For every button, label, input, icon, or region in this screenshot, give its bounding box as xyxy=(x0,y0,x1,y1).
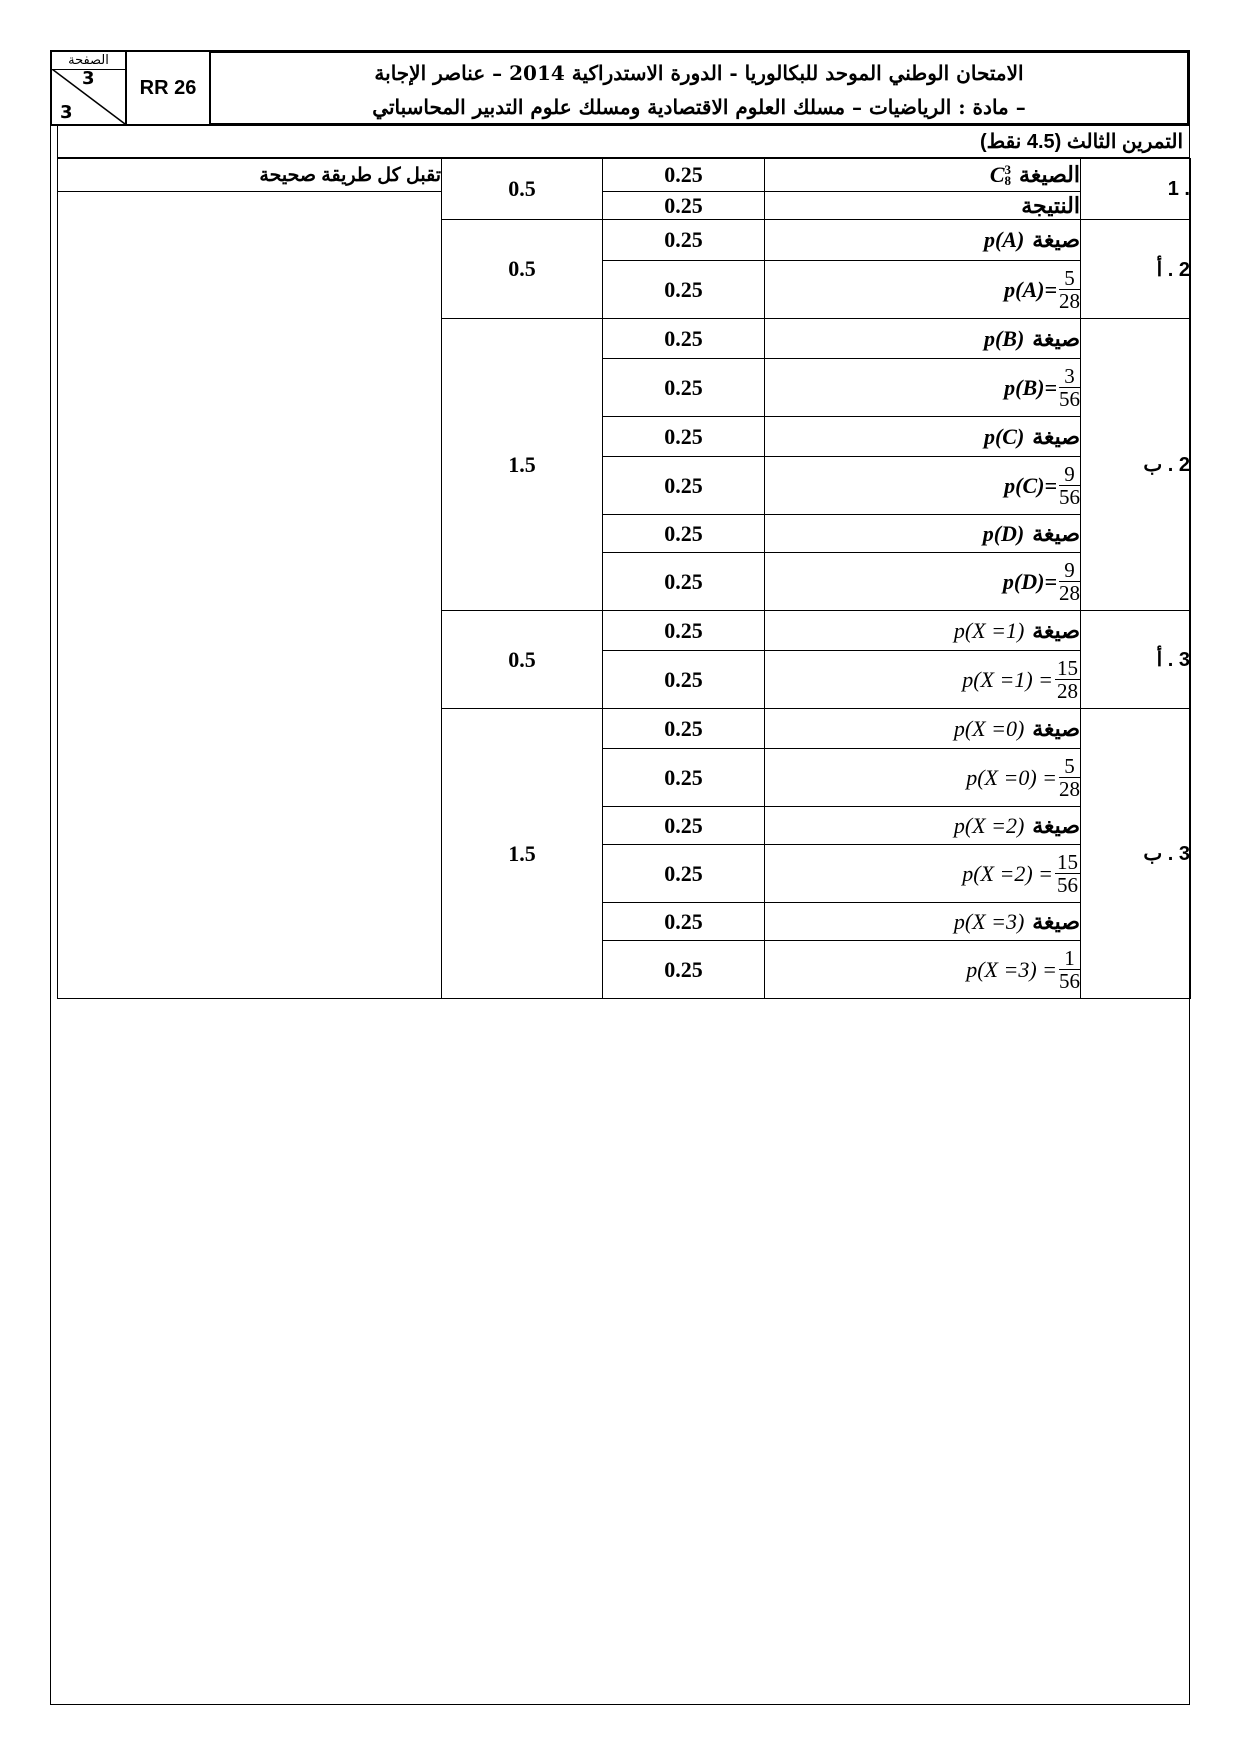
fraction-denominator: 28 xyxy=(1059,289,1080,313)
fraction-numerator: 15 xyxy=(1057,850,1078,874)
item-points: 0.25 xyxy=(603,941,765,999)
item-formula: p(D)= xyxy=(1002,568,1057,594)
grading-item xyxy=(765,611,1081,651)
item-label: صيغة xyxy=(1032,227,1080,252)
title-line-2: – مادة : الرياضيات – مسلك العلوم الاقتصادية ومسلك علوم التدبير المحاسباتي xyxy=(372,95,1026,119)
fraction-numerator: 15 xyxy=(1057,656,1078,680)
item-formula: p(D) xyxy=(982,520,1025,546)
item-points: 0.25 xyxy=(603,807,765,845)
item-points: 0.25 xyxy=(603,515,765,553)
fraction-denominator: 56 xyxy=(1059,387,1080,411)
fraction-denominator: 28 xyxy=(1057,679,1078,703)
fraction-denominator: 56 xyxy=(1059,969,1080,993)
grading-item xyxy=(765,651,1081,709)
item-formula: p(A)= xyxy=(1004,276,1057,302)
fraction xyxy=(1055,851,1080,896)
total-points: 0.5 xyxy=(442,611,603,709)
item-formula: p(X =3) xyxy=(953,908,1025,934)
total-points: 0.5 xyxy=(442,159,603,220)
fraction xyxy=(1055,657,1080,702)
exam-code: RR 26 xyxy=(127,50,211,126)
grading-item xyxy=(765,417,1081,457)
note-cell: تقبل كل طريقة صحيحة xyxy=(58,159,442,192)
page-number-box xyxy=(50,50,127,126)
item-label: صيغة xyxy=(1032,423,1080,449)
total-points: 1.5 xyxy=(442,319,603,611)
fraction xyxy=(1059,463,1080,508)
grading-item xyxy=(765,359,1081,417)
fraction xyxy=(1059,559,1080,604)
fraction-numerator: 1 xyxy=(1059,947,1080,970)
item-points: 0.25 xyxy=(603,709,765,749)
fraction-denominator: 28 xyxy=(1059,581,1080,605)
grading-table xyxy=(57,158,1191,999)
question-number: 2 . ب xyxy=(1081,319,1191,611)
fraction-denominator: 28 xyxy=(1059,777,1080,801)
item-points: 0.25 xyxy=(603,845,765,903)
item-formula: p(B) xyxy=(983,325,1025,351)
fraction-denominator: 56 xyxy=(1057,873,1078,897)
question-number: 3 . ب xyxy=(1081,709,1191,999)
page-current: 3 xyxy=(82,68,95,89)
item-points: 0.25 xyxy=(603,359,765,417)
grading-item xyxy=(765,220,1081,261)
item-formula: p(A) xyxy=(983,227,1025,252)
item-points: 0.25 xyxy=(603,749,765,807)
item-points: 0.25 xyxy=(603,417,765,457)
item-label: صيغة xyxy=(1032,520,1080,546)
exam-title xyxy=(211,50,1190,126)
grading-item xyxy=(765,515,1081,553)
item-formula: p(X =2) xyxy=(953,812,1025,838)
item-formula: p(X =2) = xyxy=(962,860,1053,886)
item-label: صيغة xyxy=(1032,325,1080,351)
fraction-numerator: 5 xyxy=(1059,755,1080,778)
page-label: الصفحة xyxy=(52,52,125,70)
item-label: النتيجة xyxy=(1021,192,1080,218)
item-formula: C xyxy=(989,162,1005,187)
fraction xyxy=(1059,267,1080,312)
item-points: 0.25 xyxy=(603,651,765,709)
item-points: 0.25 xyxy=(603,457,765,515)
item-label: صيغة xyxy=(1032,715,1080,741)
page-total: 3 xyxy=(60,102,73,123)
item-label: صيغة xyxy=(1032,908,1080,934)
grading-item xyxy=(765,192,1081,220)
document-header xyxy=(50,50,1190,126)
item-points: 0.25 xyxy=(603,553,765,611)
item-formula: p(X =3) = xyxy=(966,956,1057,982)
grading-item xyxy=(765,749,1081,807)
item-formula: p(X =0) = xyxy=(966,764,1057,790)
item-formula: p(B)= xyxy=(1004,374,1057,400)
item-points: 0.25 xyxy=(603,261,765,319)
fraction-numerator: 5 xyxy=(1059,267,1080,290)
formula-subscript: 8 xyxy=(1004,173,1012,188)
fraction xyxy=(1059,365,1080,410)
question-number: 3 . أ xyxy=(1081,611,1191,709)
grading-item xyxy=(765,807,1081,845)
grading-item xyxy=(765,903,1081,941)
exercise-title: التمرين الثالث (4.5 نقط) xyxy=(57,126,1190,158)
grading-item xyxy=(765,709,1081,749)
grading-item xyxy=(765,553,1081,611)
title-line-1: الامتحان الوطني الموحد للبكالوريا - الدورة الاستدراكية 2014 – عناصر الإجابة xyxy=(374,61,1024,85)
grading-item xyxy=(765,319,1081,359)
fraction xyxy=(1059,755,1080,800)
item-label: الصيغة xyxy=(1019,162,1080,187)
item-formula: p(C) xyxy=(983,423,1025,449)
total-points: 0.5 xyxy=(442,220,603,319)
grading-item xyxy=(765,457,1081,515)
table-row xyxy=(58,159,1191,192)
item-formula: p(X =0) xyxy=(953,715,1025,741)
question-number: 2 . أ xyxy=(1081,220,1191,319)
fraction xyxy=(1059,947,1080,992)
item-points: 0.25 xyxy=(603,319,765,359)
grading-item xyxy=(765,261,1081,319)
item-formula: p(X =1) = xyxy=(962,666,1053,692)
grading-item xyxy=(765,941,1081,999)
item-label: صيغة xyxy=(1032,617,1080,643)
item-points: 0.25 xyxy=(603,611,765,651)
total-points: 1.5 xyxy=(442,709,603,999)
item-points: 0.25 xyxy=(603,220,765,261)
question-number: . 1 xyxy=(1081,159,1191,220)
formula-superscript: 3 xyxy=(1004,162,1012,177)
fraction-numerator: 3 xyxy=(1059,365,1080,388)
item-points: 0.25 xyxy=(603,192,765,220)
fraction-denominator: 56 xyxy=(1059,485,1080,509)
item-points: 0.25 xyxy=(603,159,765,192)
table-row xyxy=(58,192,1191,220)
grading-item xyxy=(765,159,1081,192)
item-formula: p(X =1) xyxy=(953,617,1025,643)
item-points: 0.25 xyxy=(603,903,765,941)
item-formula: p(C)= xyxy=(1004,472,1057,498)
item-label: صيغة xyxy=(1032,812,1080,838)
grading-item xyxy=(765,845,1081,903)
note-blank-cell xyxy=(58,192,442,999)
fraction-numerator: 9 xyxy=(1059,559,1080,582)
fraction-numerator: 9 xyxy=(1059,463,1080,486)
